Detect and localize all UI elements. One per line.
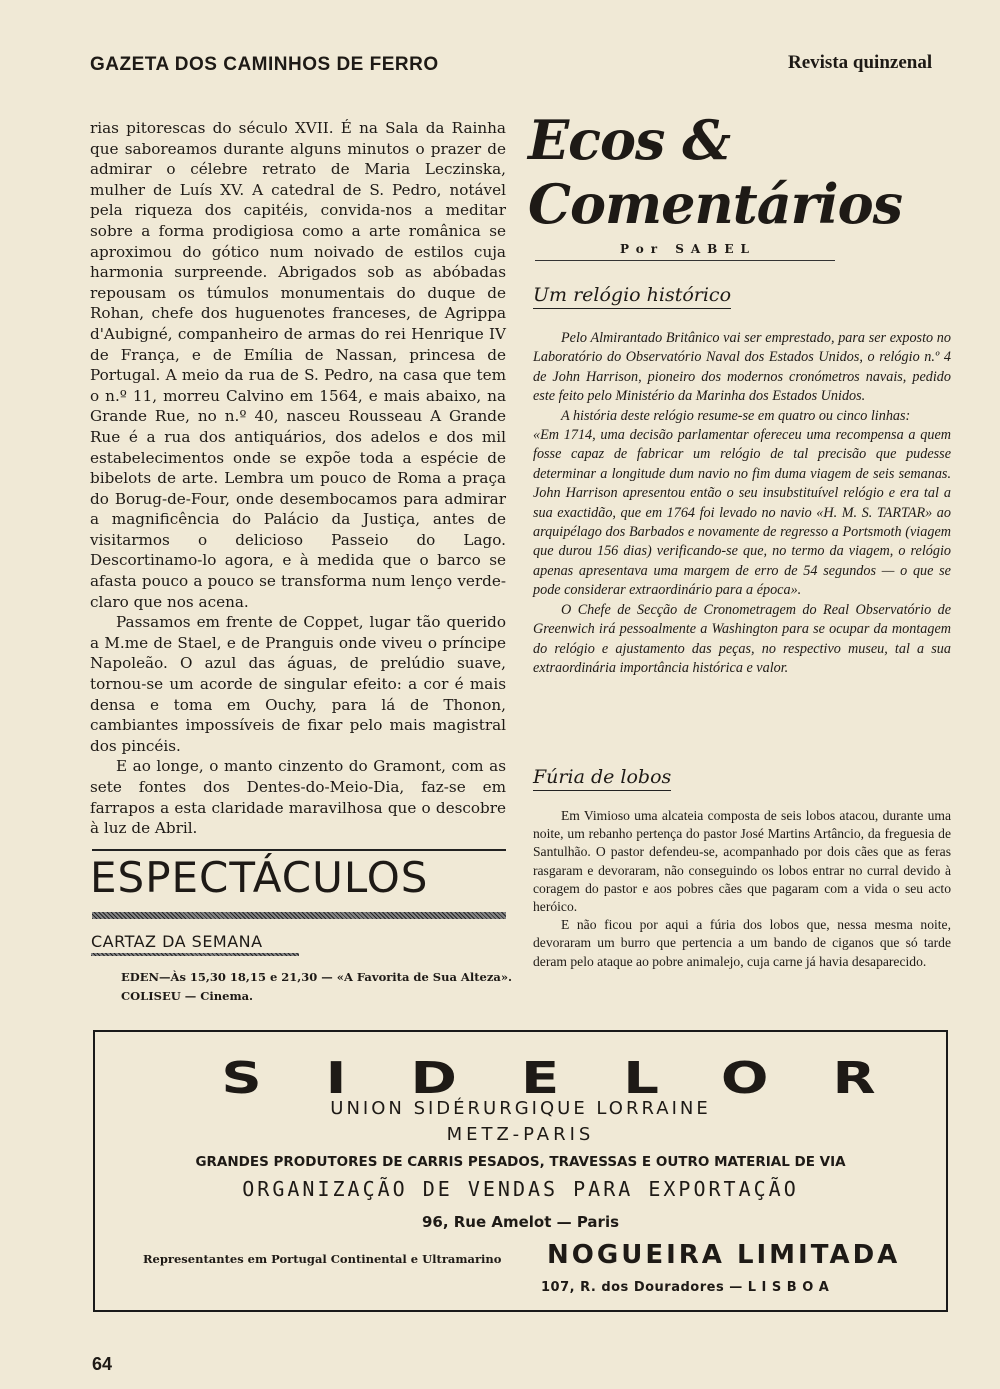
article-body <box>533 807 951 971</box>
hatched-rule <box>92 912 506 919</box>
hatched-rule <box>91 953 299 956</box>
paragraph: Passamos em frente de Coppet, lugar tão querido a M.me de Stael, e de Pranguis onde viveu o príncipe Napoleão. O azul das águas, de prelúdio suave, tornou-se um acorde de singular efeito: a cor é mais densa e toma em Ouchy, para lá de Thonon, cambiantes impossíveis de fixar pelo mais magistral dos pincéis. <box>90 613 506 755</box>
sidelor-advertisement <box>93 1030 948 1312</box>
travel-article-continued <box>90 118 506 839</box>
paragraph: Pelo Almirantado Britânico vai ser emprestado, para ser exposto no Laboratório do Observatório Naval dos Estados Unidos, o relógio n.º 4 de John Harrison, pioneiro dos modernos cronómetros navais, pedido este feito pelo Ministério da Marinha dos Estados Unidos. <box>533 330 951 405</box>
column-title: Ecos & Comentários <box>528 108 903 236</box>
shows-subheading: CARTAZ DA SEMANA <box>91 932 263 951</box>
ad-line: METZ-PARIS <box>446 1124 595 1145</box>
ad-line: GRANDES PRODUTORES DE CARRIS PESADOS, TRAVESSAS E OUTRO MATERIAL DE VIA <box>195 1154 846 1170</box>
article-heading: Fúria de lobos <box>533 766 671 791</box>
paragraph: O Chefe de Secção de Cronometragem do Real Observatório de Greenwich irá pessoalmente a Washington para se ocupar da montagem do relógio e ajustamento das peças, no respectivo museu, tal a sua extraordinária importância histórica e valor. <box>533 601 951 676</box>
byline: Por SABEL <box>620 242 756 256</box>
magazine-title: GAZETA DOS CAMINHOS DE FERRO <box>90 54 439 75</box>
paragraph: «Em 1714, uma decisão parlamentar ofereceu uma recompensa a quem fosse capaz de fabricar um relógio de tal precisão que pudesse determinar a longitude dum navio no fim duma viagem de seis semanas. John Harrison apresentou então o seu insubstituível relógio e era tal a sua exactidão, que em 1764 foi levado no navio «H. M. S. TARTAR» ao arquipélago dos Barbados e novamente de regresso a Portsmoth (viagem que durou 156 dias) verificando-se que, no termo da viagem, o relógio apenas apresentava uma margem de erro de 54 segundos — o que se pode considerar extraordinário para a época». <box>533 427 951 599</box>
divider <box>535 260 835 261</box>
paragraph: rias pitorescas do século XVII. É na Sala da Rainha que saboreamos durante alguns minutos o prazer de admirar o célebre retrato de Maria Leczinska, mulher de Luís XV. A catedral de S. Pedro, notável pela riqueza dos capitéis, convida-nos a meditar sobre a forma prodigiosa como a arte românica se aproximou do gótico num noivado de estilos cuja harmonia surpreende. Abrigados sob as abóbadas repousam os túmulos monumentais do duque de Rohan, chefe dos huguenotes franceses, de Agrippa d'Aubigné, companheiro de armas do rei Henrique IV de França, e de Emília de Nassan, princesa de Portugal. A meio da rua de S. Pedro, na casa que tem o n.º 11, morreu Calvino em 1564, e mais abaixo, na Grande Rue, no n.º 40, nasceu Rousseau A Grande Rue é a rua dos antiquários, dos adelos e dos mil estabelecimentos onde se expõe toda a espécie de bibelots de arte. Lembra um pouco de Roma a praça do Borug-de-Four, onde desembocamos para admirar a magnificência do Palácio da Justiça, antes de visitarmos o delicioso Passeio do Lago. Descortinamo-lo agora, e à medida que o barco se afasta pouco a pouco se transforma num lenço verde-claro que nos acena. <box>90 119 506 611</box>
show-listing: COLISEU — Cinema. <box>121 989 254 1003</box>
ad-brand: SIDELOR <box>221 1053 940 1104</box>
ad-line: ORGANIZAÇÃO DE VENDAS PARA EXPORTAÇÃO <box>242 1177 799 1201</box>
paragraph: E ao longe, o manto cinzento do Gramont, com as sete fontes dos Dentes-do-Meio-Dia, faz-se em farrapos a esta claridade maravilhosa que o descobre à luz de Abril. <box>90 757 506 838</box>
paragraph: A história deste relógio resume-se em quatro ou cinco linhas: <box>561 407 911 424</box>
page-number: 64 <box>92 1354 113 1374</box>
ad-agent-address: 107, R. dos Douradores — L I S B O A <box>541 1280 830 1295</box>
article-body <box>533 329 951 678</box>
paragraph: E não ficou por aqui a fúria dos lobos que, nessa mesma noite, devoraram um burro que pertencia a um bando de ciganos que só tarde deram pelo ataque ao pobre animalejo, cuja carne já havia desaparecido. <box>533 917 951 969</box>
paragraph: Em Vimioso uma alcateia composta de seis lobos atacou, durante uma noite, um rebanho pertença do pastor José Martins Artâncio, da freguesia de Santulhão. O pastor defendeu-se, acompanhado por dois cães que as feras rasgaram e devoraram, não conseguindo os lobos entrar no curral devido à coragem do pastor e aos pobres cães que pagaram com a vida o seu acto heróico. <box>533 808 951 915</box>
ad-representatives: Representantes em Portugal Continental e Ultramarino <box>143 1252 502 1266</box>
magazine-subtitle: Revista quinzenal <box>788 52 933 73</box>
shows-heading: ESPECTÁCULOS <box>90 853 429 902</box>
show-listing: EDEN—Às 15,30 18,15 e 21,30 — «A Favorita de Sua Alteza». <box>121 970 513 984</box>
divider <box>92 849 506 851</box>
ad-agent: NOGUEIRA LIMITADA <box>547 1240 901 1270</box>
ad-address: 96, Rue Amelot — Paris <box>421 1213 620 1231</box>
article-heading: Um relógio histórico <box>533 284 731 309</box>
ad-line: UNION SIDÉRURGIQUE LORRAINE <box>330 1098 711 1119</box>
